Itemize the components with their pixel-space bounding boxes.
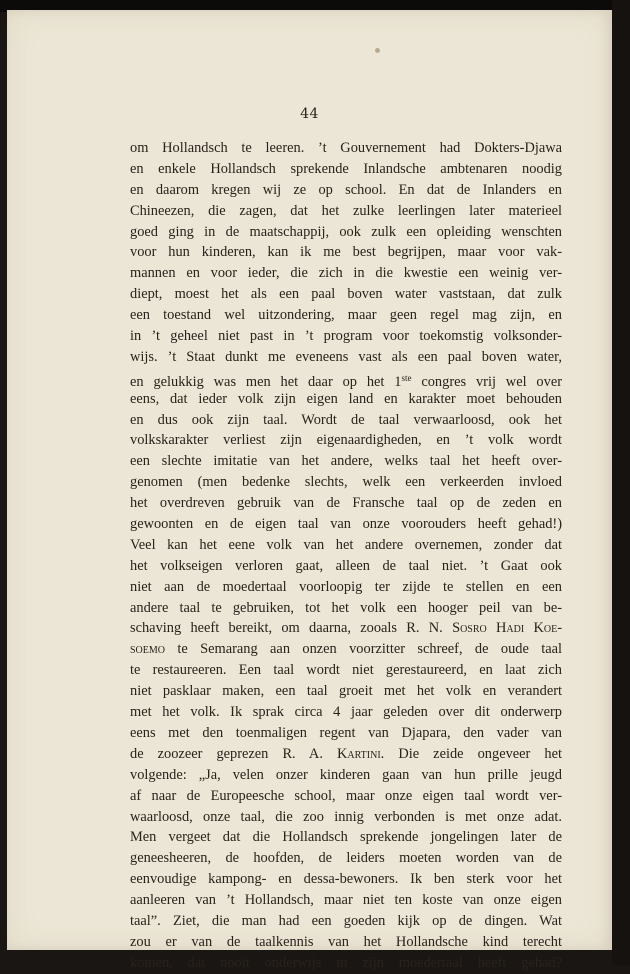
- text-line: en dus ook zijn taal. Wordt de taal verwaarloosd, ook het: [130, 411, 562, 428]
- text-line: goed ging in de maatschappij, ook zulk een opleiding wenschten: [130, 223, 562, 240]
- text-line: een toestand wel uitzondering, maar geen regel mag zijn, en: [130, 307, 562, 324]
- text-run-before: en gelukkig was men het daar op het 1: [130, 373, 402, 390]
- text-line: gewoonten en de eigen taal van onze voorouders heeft gehad!): [130, 516, 562, 533]
- text-line: met het volk. Ik sprak circa 4 jaar geleden over dit onderwerp: [130, 704, 562, 721]
- text-line: eenvoudige kampong- en dessa-bewoners. Ik ben sterk voor het: [130, 871, 562, 888]
- text-line: eens met den toenmaligen regent van Djapara, den vader van: [130, 724, 562, 741]
- text-line: in ’t geheel niet past in ’t program voor toekomstig volksonder-: [130, 328, 562, 345]
- text-run-sc: Kartini: [336, 745, 381, 762]
- text-line: komen, dat nooit onderwijs in zijn moedertaal heeft gehad?: [130, 954, 562, 971]
- text-line: taal”. Ziet, die man had een goeden kijk op de dingen. Wat: [130, 912, 562, 929]
- text-run-sc: soemo: [130, 641, 166, 658]
- text-line: diept, moest het als een paal boven water vaststaan, dat zulk: [130, 286, 562, 303]
- text-line: en daarom kregen wij ze op school. En dat de Inlanders en: [130, 181, 562, 198]
- text-line: wijs. ’t Staat dunkt me eveneens vast als een paal boven water,: [130, 348, 562, 365]
- text-line: eens, dat ieder volk zijn eigen land en karakter moet behouden: [130, 390, 562, 407]
- body-text: [130, 138, 562, 974]
- text-line: [130, 618, 562, 639]
- text-run-sc: Sosro Hadi Koe-: [452, 620, 562, 637]
- text-line: af naar de Europeesche school, maar onze eigen taal wordt ver-: [130, 787, 562, 804]
- text-line: Veel kan het eene volk van het andere overnemen, zonder dat: [130, 536, 562, 553]
- text-line: volkskarakter verliest zijn eigenaardigheden, en ’t volk wordt: [130, 432, 562, 449]
- paper-speck: [375, 48, 380, 53]
- text-line: het volkseigen verloren gaat, alleen de taal niet. ’t Gaat ook: [130, 557, 562, 574]
- text-line: en enkele Hollandsch sprekende Inlandsche ambtenaren noodig: [130, 160, 562, 177]
- page-number: 44: [300, 106, 319, 122]
- book-page: [7, 10, 612, 971]
- text-line: [130, 639, 562, 660]
- text-line: zou er van de taalkennis van het Hollandsche kind terecht: [130, 933, 562, 950]
- text-line: voor hun kinderen, kan ik me best begrijpen, maar voor vak-: [130, 244, 562, 261]
- text-run-before: de zoozeer geprezen R. A.: [130, 745, 337, 762]
- text-line: waarloosd, onze taal, die zoo innig verbonden is met onze adat.: [130, 808, 562, 825]
- text-run-after: congres vrij wel over: [411, 373, 563, 390]
- text-line: niet pasklaar maken, een taal groeit met het volk en verandert: [130, 683, 562, 700]
- text-line: [130, 744, 562, 765]
- text-line: mannen en voor ieder, die zich in die kwestie een weinig ver-: [130, 265, 562, 282]
- text-line: Chineezen, die zagen, dat het zulke leerlingen later materieel: [130, 202, 562, 219]
- text-line: een slechte imitatie van het andere, welks taal het heeft over-: [130, 453, 562, 470]
- text-line: het overdreven gebruik van de Fransche taal op de zeden en: [130, 495, 562, 512]
- text-line: [130, 368, 562, 389]
- scan-right-border: [612, 0, 630, 965]
- text-line: Men vergeet dat die Hollandsch sprekende jongelingen later de: [130, 829, 562, 846]
- text-run-before: schaving heeft bereikt, om daarna, zooals R. N.: [130, 620, 453, 637]
- text-line: te restaureeren. Een taal wordt niet gerestaureerd, en laat zich: [130, 662, 562, 679]
- text-line: genomen (men bedenke slechts, welk een verkeerden invloed: [130, 474, 562, 491]
- text-run-after: . Die zeide ongeveer het: [380, 745, 562, 762]
- text-run-sup: ste: [401, 372, 412, 383]
- text-line: geneesheeren, de hoofden, de leiders moeten worden van de: [130, 850, 562, 867]
- text-line: volgende: „Ja, velen onzer kinderen gaan van hun prille jeugd: [130, 766, 562, 783]
- text-line: andere taal te gebruiken, tot het volk een hooger peil van be-: [130, 599, 562, 616]
- text-line: aanleeren van ’t Hollandsch, maar niet ten koste van onze eigen: [130, 892, 562, 909]
- text-line: om Hollandsch te leeren. ’t Gouvernement had Dokters-Djawa: [130, 140, 562, 156]
- text-run-after: te Semarang aan onzen voorzitter schreef, de oude taal: [165, 641, 562, 658]
- text-line: niet aan de moedertaal voorloopig ter zijde te stellen en een: [130, 578, 562, 595]
